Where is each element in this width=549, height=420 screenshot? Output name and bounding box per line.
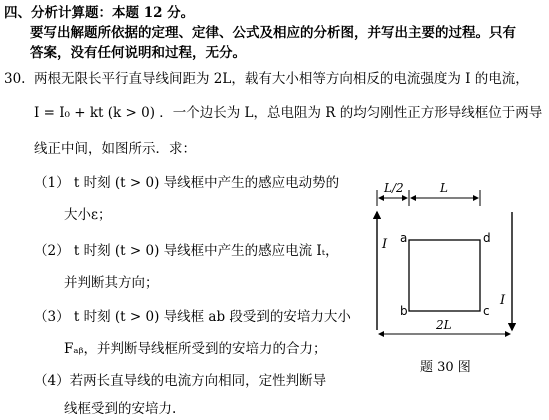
corner-c: c [483,304,490,318]
question-2-line-a: （2） t 时刻 (t > 0) 导线框中产生的感应电流 Iₜ， [34,243,339,259]
label-L: L [440,181,448,195]
corner-d: d [483,231,491,245]
label-current-right: I [500,293,506,308]
label-current-left: I [382,237,388,252]
question-3-line-a: （3） t 时刻 (t > 0) 导线框 ab 段受到的安培力大小 [34,309,351,325]
question-1-line-b: 大小ε； [64,207,112,223]
label-half-L: L/2 [384,181,404,195]
corner-b: b [400,304,408,318]
figure-caption: 题 30 图 [420,360,471,375]
question-1-line-a: （1） t 时刻 (t > 0) 导线框中产生的感应电动势的 [34,175,340,191]
square-frame [409,240,480,311]
problem-number: 30. [4,71,26,87]
label-2L: 2L [436,318,452,332]
instruction-line-1: 要写出解题所依据的定理、定律、公式及相应的分析图，并写出主要的过程。只有 [30,25,516,41]
question-4-line-b: 线框受到的安培力. [64,401,177,417]
problem-line-1: 两根无限长平行直导线间距为 2L，载有大小相等方向相反的电流强度为 I 的电流， [34,71,529,87]
question-4-line-a: （4）若两长直导线的电流方向相同，定性判断导 [34,373,327,389]
section-header: 四、分析计算题：本题 12 分。 [4,5,195,21]
problem-line-3: 线正中间，如图所示．求： [34,141,196,157]
corner-a: a [400,231,408,245]
wire-frame-diagram [360,176,540,356]
question-3-line-b: Fₐᵦ，并判断导线框所受到的安培力的合力； [64,341,327,357]
question-2-line-b: 并判断其方向； [64,275,159,291]
problem-line-2: I = I₀ + kt (k > 0) ．一个边长为 L，总电阻为 R 的均匀刚性正方形导线框位于两导 [34,105,543,121]
instruction-line-2: 答案，没有任何说明和过程，无分。 [30,45,246,61]
